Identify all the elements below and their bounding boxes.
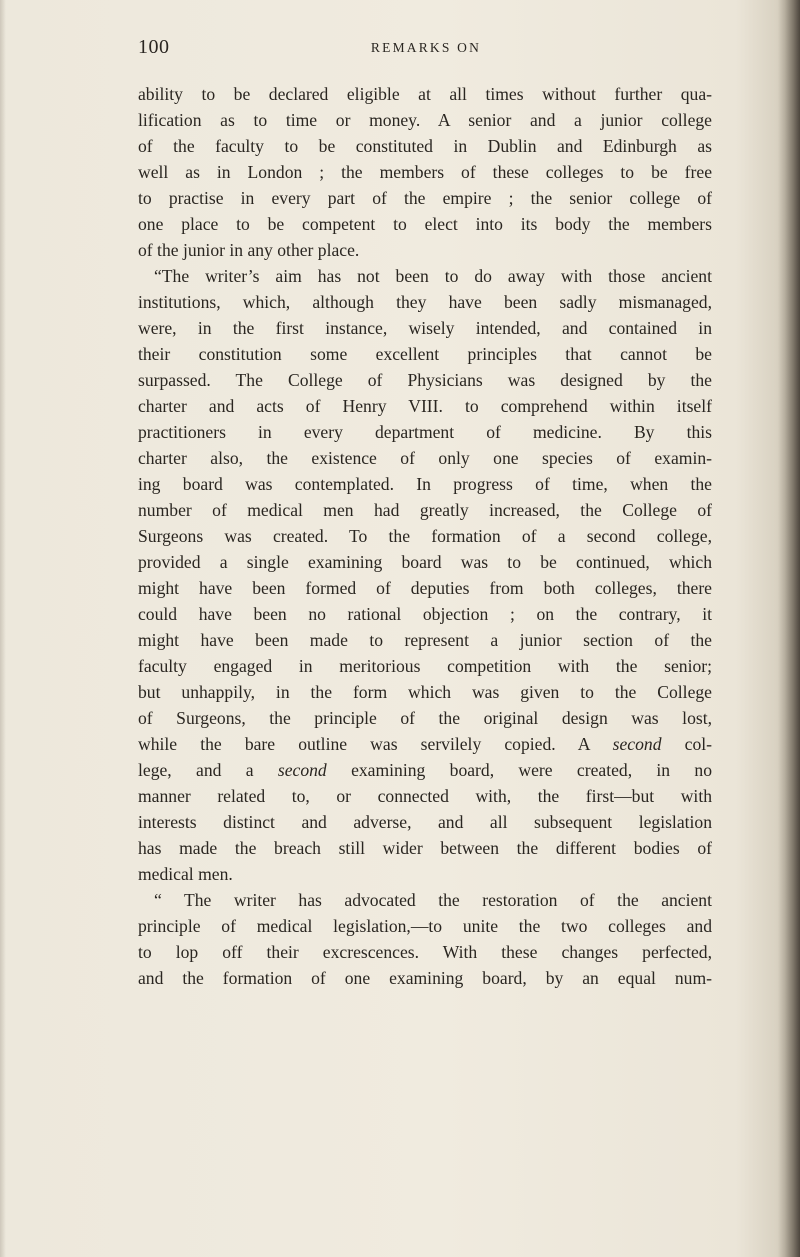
text-line: ability to be declared eligible at all times without further qua-: [138, 84, 712, 104]
text-line: to practise in every part of the empire ; the senior college of: [138, 188, 712, 208]
text-line: surpassed. The College of Physicians was designed by the: [138, 370, 712, 390]
text-line: has made the breach still wider between the different bodies of: [138, 838, 712, 858]
text-line: medical men.: [138, 864, 233, 884]
text-line: might have been formed of deputies from both colleges, there: [138, 578, 712, 598]
text-line: Surgeons was created. To the formation of a second college,: [138, 526, 712, 546]
text-line: of the faculty to be constituted in Dublin and Edinburgh as: [138, 136, 712, 156]
text-line: “The writer’s aim has not been to do away with those ancient: [154, 266, 712, 286]
text-line: might have been made to represent a junior section of the: [138, 630, 712, 650]
text-line: number of medical men had greatly increased, the College of: [138, 500, 712, 520]
page-gutter-shadow: [778, 0, 800, 1257]
running-title: REMARKS ON: [370, 40, 482, 55]
text-line: but unhappily, in the form which was given to the College: [138, 682, 712, 702]
text-line: of the junior in any other place.: [138, 240, 360, 260]
text-line: ing board was contemplated. In progress of time, when the: [138, 474, 712, 494]
text-line: to lop off their excrescences. With these changes perfected,: [138, 942, 712, 962]
body-text: [138, 81, 712, 991]
text-line: charter also, the existence of only one species of examin-: [138, 448, 712, 468]
text-line: manner related to, or connected with, the first—but with: [138, 786, 712, 806]
text-line: practitioners in every department of medicine. By this: [138, 422, 712, 442]
page-left-shadow: [0, 0, 6, 1257]
page-number: 100: [138, 36, 170, 58]
text-line: their constitution some excellent principles that cannot be: [138, 344, 712, 364]
italic-word: second: [612, 734, 662, 754]
text-line: principle of medical legislation,—to unite the two colleges and: [138, 916, 712, 936]
text-segment: lege, and a: [138, 760, 254, 780]
text-line: interests distinct and adverse, and all subsequent legislation: [138, 812, 712, 832]
text-line: one place to be competent to elect into its body the members: [138, 214, 712, 234]
text-line: and the formation of one examining board, by an equal num-: [138, 968, 712, 988]
text-segment: col-: [684, 734, 712, 754]
text-line: provided a single examining board was to be continued, which: [138, 552, 712, 572]
text-line: could have been no rational objection ; on the contrary, it: [138, 604, 712, 624]
italic-word: second: [277, 760, 327, 780]
running-head: [138, 36, 714, 62]
text-line: lification as to time or money. A senior and a junior college: [138, 110, 712, 130]
text-line: well as in London ; the members of these colleges to be free: [138, 162, 712, 182]
text-line: institutions, which, although they have been sadly mismanaged,: [138, 292, 712, 312]
text-line: were, in the first instance, wisely intended, and contained in: [138, 318, 712, 338]
text-line-with-italic: [138, 731, 712, 757]
text-segment: examining board, were created, in no: [351, 760, 712, 780]
text-line: faculty engaged in meritorious competition with the senior;: [138, 656, 712, 676]
text-line: of Surgeons, the principle of the original design was lost,: [138, 708, 712, 728]
text-line: “ The writer has advocated the restoration of the ancient: [154, 890, 712, 910]
text-line: charter and acts of Henry VIII. to comprehend within itself: [138, 396, 712, 416]
text-line-with-italic: [138, 757, 712, 783]
text-segment: while the bare outline was servilely copied. A: [138, 734, 590, 754]
